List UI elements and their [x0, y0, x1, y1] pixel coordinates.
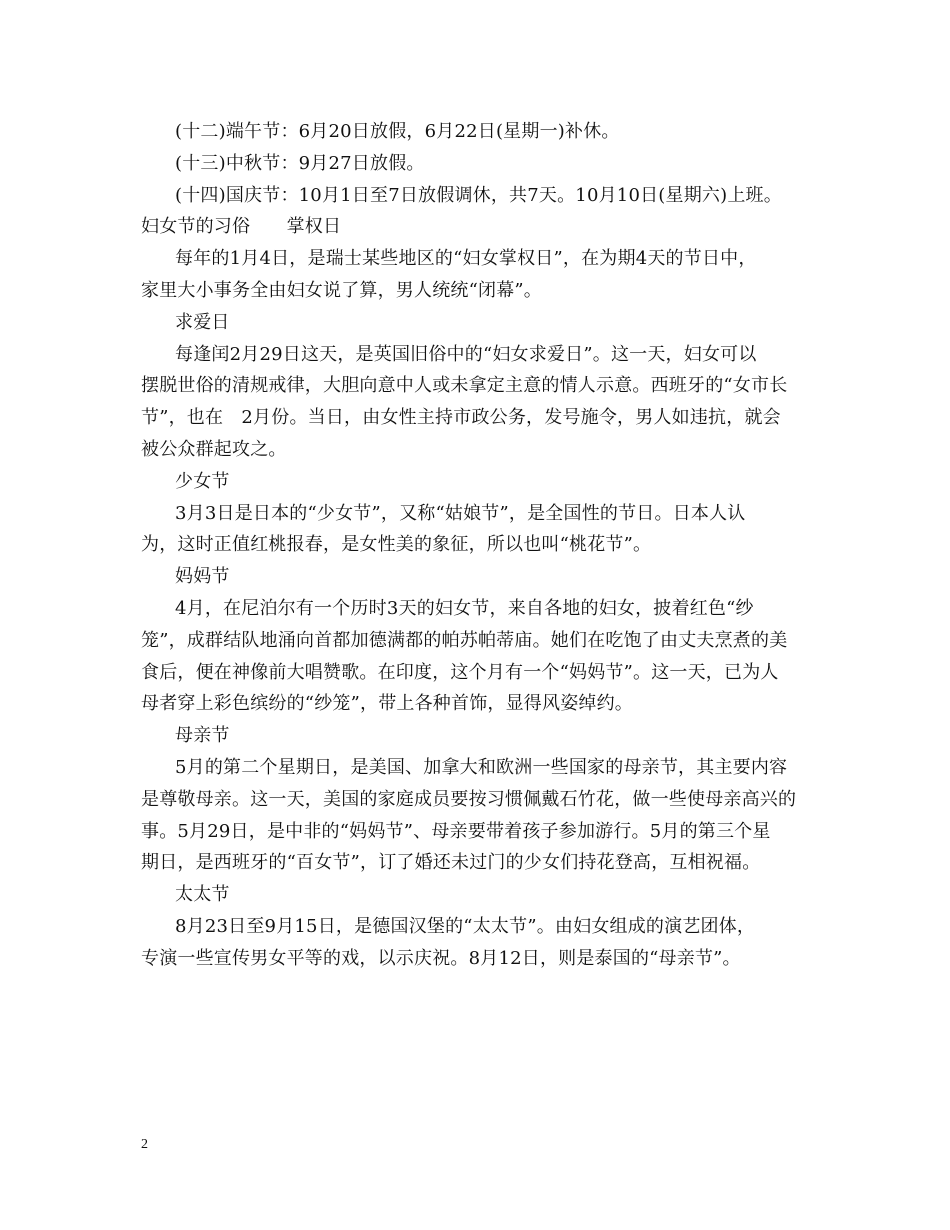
text-line: (十二)端午节：6月20日放假，6月22日(星期一)补休。 — [175, 121, 620, 142]
text-line: (十四)国庆节：10月1日至7日放假调休，共7天。10月10日(星期六)上班。 — [175, 184, 782, 206]
section-heading: 妈妈节 — [175, 566, 230, 588]
text-line: 每年的1月4日，是瑞士某些地区的“妇女掌权日”，在为期4天的节日中， — [175, 248, 757, 270]
text-line: 摆脱世俗的清规戒律，大胆向意中人或未拿定主意的情人示意。西班牙的“女市长 — [141, 375, 788, 397]
text-line: 是尊敬母亲。这一天，美国的家庭成员要按习惯佩戴石竹花，做一些使母亲高兴的 — [141, 788, 797, 810]
section-heading: 少女节 — [175, 470, 230, 492]
text-line: 5月的第二个星期日，是美国、加拿大和欧洲一些国家的母亲节，其主要内容 — [175, 756, 788, 778]
section-heading: 求爱日 — [175, 311, 230, 333]
section-heading: 母亲节 — [175, 725, 230, 747]
page-number: 2 — [141, 1137, 148, 1152]
text-line: 为，这时正值红桃报春，是女性美的象征，所以也叫“桃花节”。 — [141, 534, 652, 556]
text-line: 被公众群起攻之。 — [141, 438, 287, 460]
text-line: 家里大小事务全由妇女说了算，男人统统“闭幕”。 — [141, 279, 543, 301]
text-line: 事。5月29日，是中非的“妈妈节”、母亲要带着孩子参加游行。5月的第三个星 — [141, 820, 771, 842]
text-line: 母者穿上彩色缤纷的“纱笼”，带上各种首饰，显得风姿绰约。 — [141, 693, 634, 715]
text-line: 笼”，成群结队地涌向首都加德满都的帕苏帕蒂庙。她们在吃饱了由丈夫烹煮的美 — [141, 629, 788, 651]
text-line: 专演一些宣传男女平等的戏，以示庆祝。8月12日，则是泰国的“母亲节”。 — [141, 947, 741, 969]
document-body — [141, 116, 811, 975]
text-line: 节”，也在 2月份。当日，由女性主持市政公务，发号施令，男人如违抗，就会 — [141, 407, 781, 429]
text-line: 每逢闰2月29日这天，是英国旧俗中的“妇女求爱日”。这一天，妇女可以 — [175, 343, 757, 365]
text-line: 期日，是西班牙的“百女节”，订了婚还未过门的少女们持花登高，互相祝福。 — [141, 852, 761, 874]
section-heading: 妇女节的习俗 掌权日 — [141, 216, 342, 238]
text-line: 8月23日至9月15日，是德国汉堡的“太太节”。由妇女组成的演艺团体， — [175, 915, 756, 937]
text-line: 3月3日是日本的“少女节”，又称“姑娘节”，是全国性的节日。日本人认 — [175, 502, 746, 524]
text-line: (十三)中秋节：9月27日放假。 — [175, 152, 425, 174]
text-line: 4月，在尼泊尔有一个历时3天的妇女节，来自各地的妇女，披着红色“纱 — [175, 597, 754, 619]
section-heading: 太太节 — [175, 884, 230, 906]
text-line: 食后，便在神像前大唱赞歌。在印度，这个月有一个“妈妈节”。这一天，已为人 — [141, 661, 779, 683]
